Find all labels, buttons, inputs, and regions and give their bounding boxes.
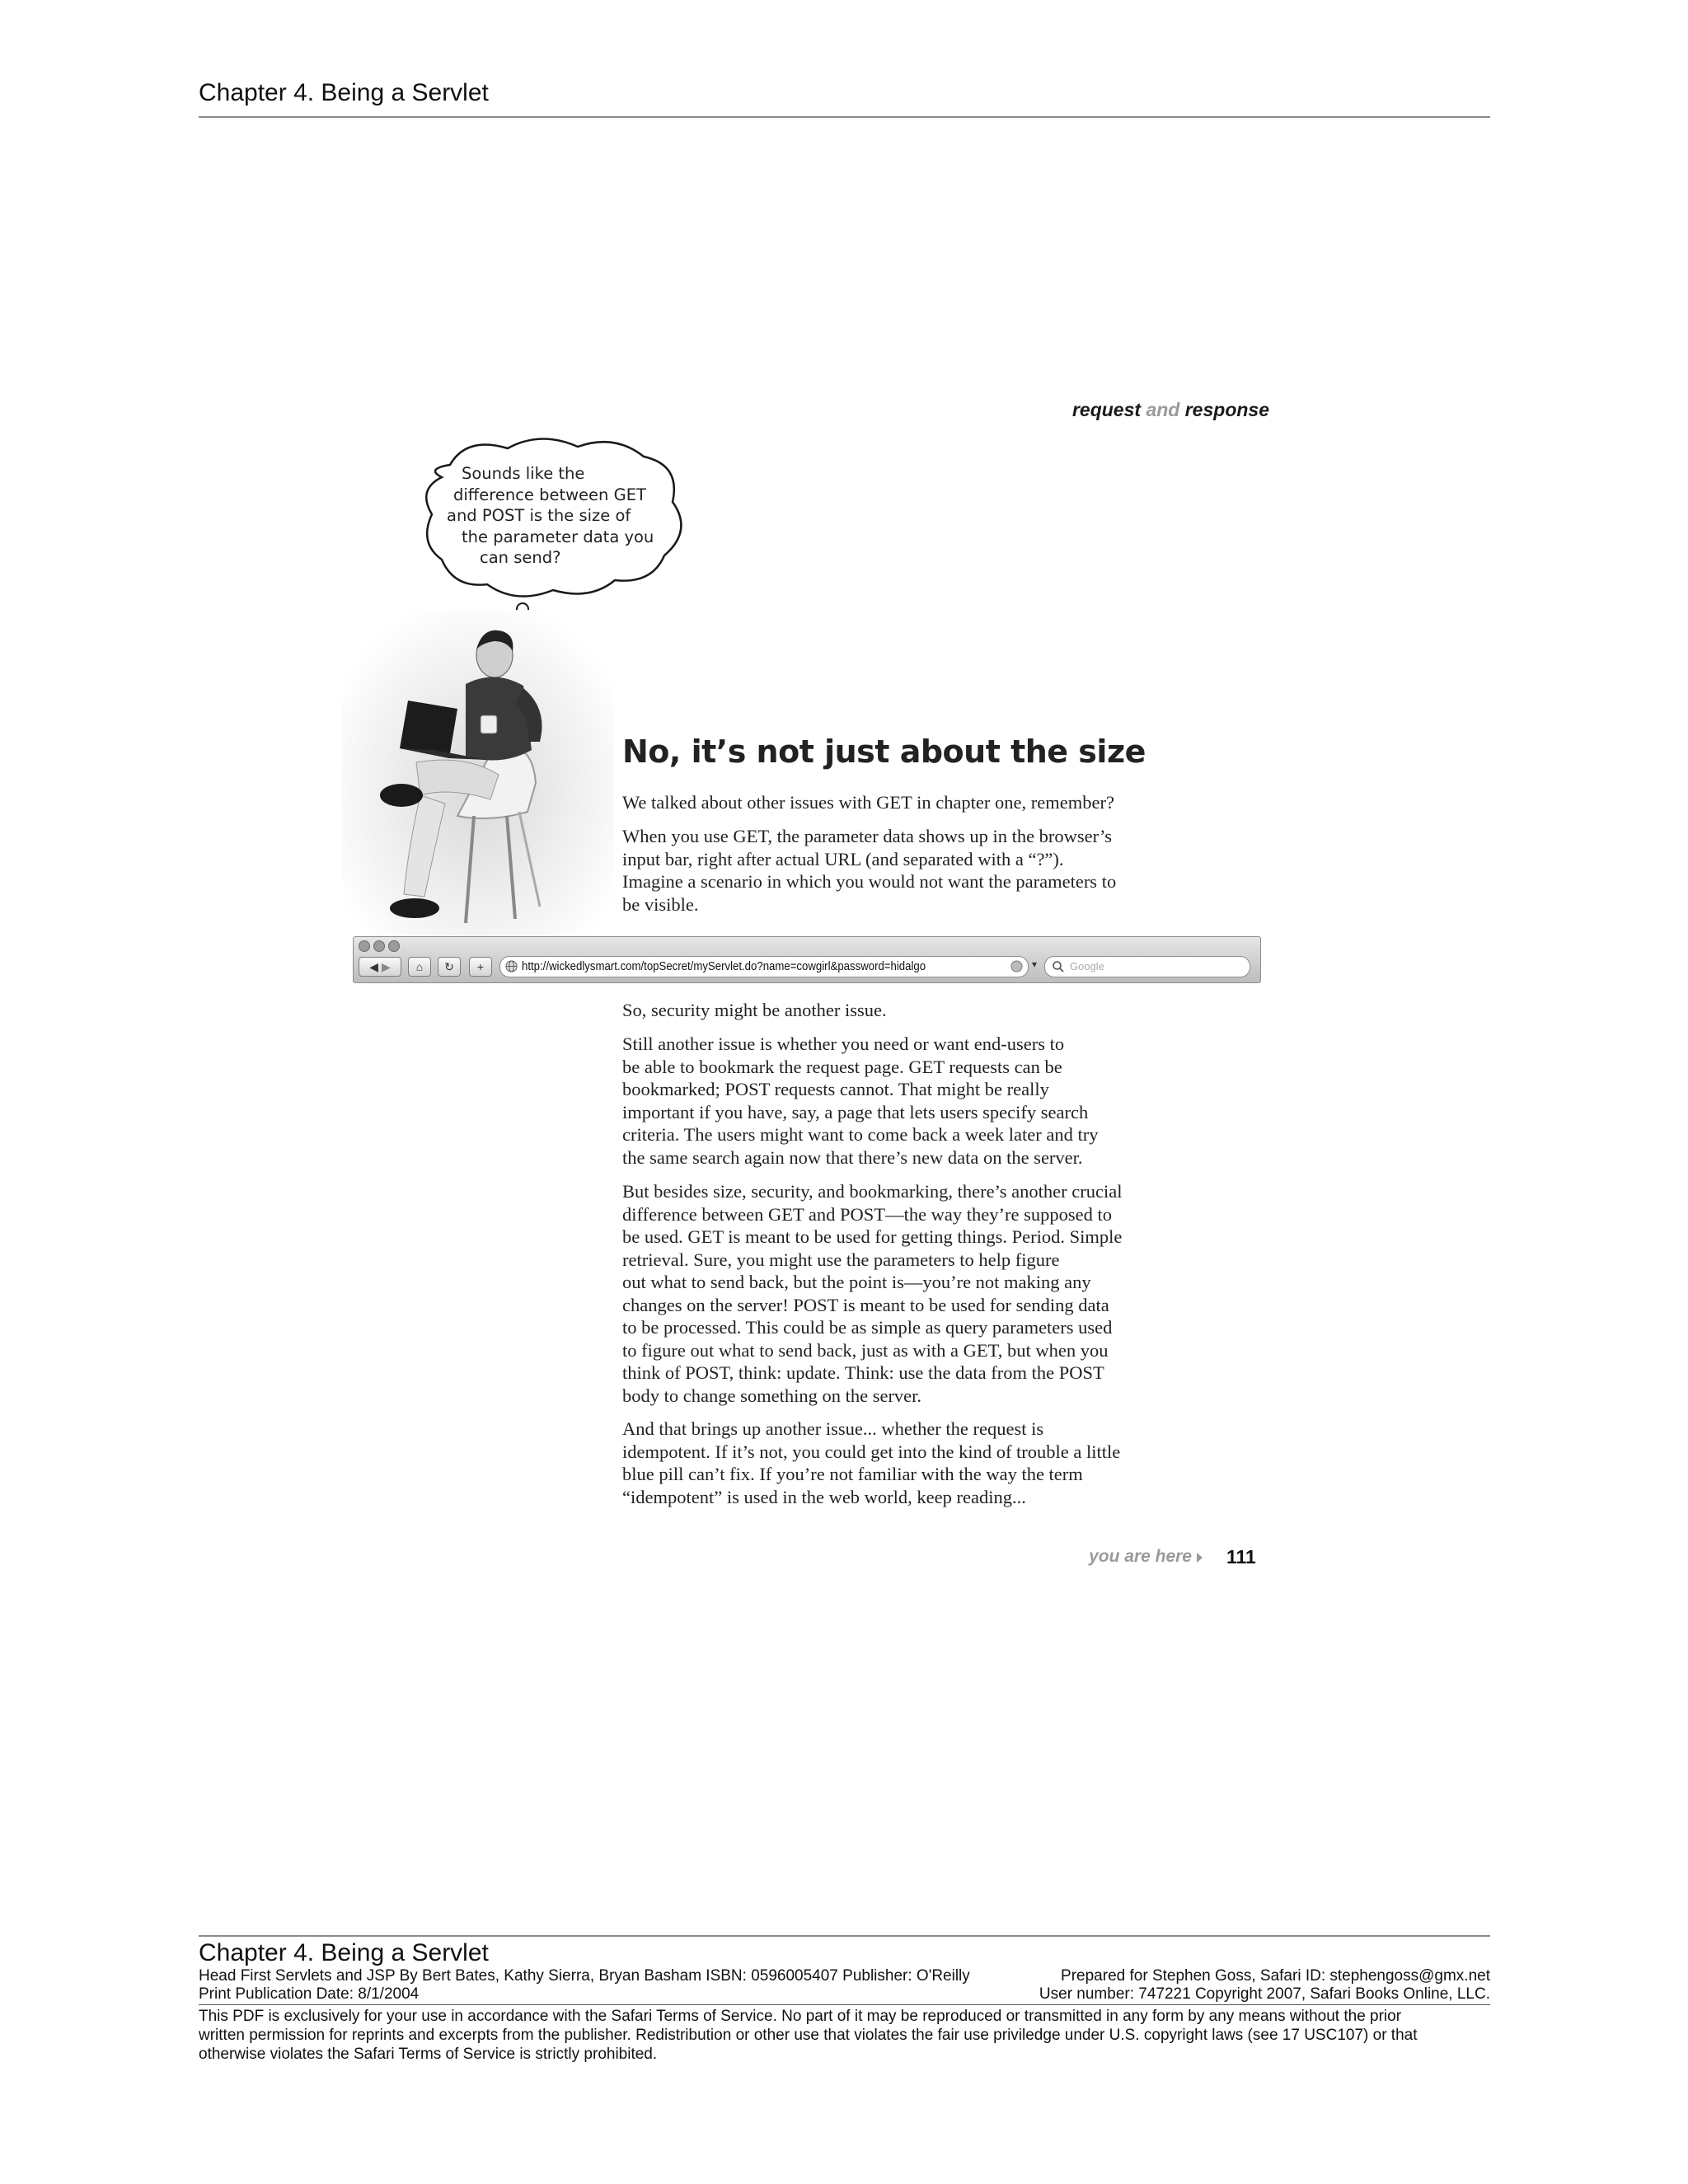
address-bar[interactable] [499,956,1029,977]
paragraph-line: be able to bookmark the request page. GET requests can be [622,1056,1062,1077]
footer-user-info: User number: 747221 Copyright 2007, Safari Books Online, LLC. [1039,1985,1490,2003]
paragraph [622,1033,1212,1169]
bubble-line: the parameter data you [462,527,654,546]
paragraph-line: criteria. The users might want to come back a week later and try [622,1124,1099,1145]
paragraph-line: out what to send back, but the point is—you’re not making any [622,1272,1091,1292]
footer-notice-line: written permission for reprints and excerpts from the publisher. Redistribution or other use that violates the fair use priviledge under U.S. copyright laws (see 17 USC107) or that [199,2027,1418,2044]
back-icon: ◀ [369,960,379,973]
paragraph-line: blue pill can’t fix. If you’re not familiar with the way the term [622,1464,1083,1484]
bubble-line: can send? [480,548,561,567]
paragraph-line: idempotent. If it’s not, you could get into the kind of trouble a little [622,1441,1121,1462]
triangle-right-icon [1197,1553,1203,1563]
running-head-and: and [1146,399,1180,420]
reload-button[interactable] [438,957,461,977]
window-close-button[interactable] [359,940,370,952]
plus-icon: + [476,960,485,973]
paragraph [622,1418,1212,1508]
paragraph-line: the same search again now that there’s new data on the server. [622,1146,1083,1168]
paragraph-line: And that brings up another issue... whether the request is [622,1418,1044,1439]
paragraph-line: retrieval. Sure, you might use the parameters to help figure [622,1249,1060,1270]
footer-pub-row [199,1985,1490,2004]
running-head-response: response [1184,399,1269,420]
paragraph-line: When you use GET, the parameter data shows up in the browser’s [622,826,1112,846]
paragraph-line: Imagine a scenario in which you would not want the parameters to [622,871,1117,892]
footer-notice-line: This PDF is exclusively for your use in accordance with the Safari Terms of Service. No part of it may be reproduced or transmitted in any form by any means without the prior [199,2008,1402,2025]
footer-notice-line: otherwise violates the Safari Terms of Service is strictly prohibited. [199,2046,658,2063]
paragraph [622,791,1212,814]
home-button[interactable] [408,957,431,977]
search-icon [1052,960,1065,973]
globe-icon [505,960,518,972]
running-head [907,399,1269,421]
bubble-line: difference between GET [453,485,646,504]
header-chapter-title: Chapter 4. Being a Servlet [199,79,489,106]
paragraph-line: Still another issue is whether you need or want end-users to [622,1033,1065,1054]
paragraph-line: to be processed. This could be as simple as query parameters used [622,1317,1113,1338]
footer-pub-date: Print Publication Date: 8/1/2004 [199,1985,420,2003]
address-bar-url: http://wickedlysmart.com/topSecret/myServlet.do?name=cowgirl&password=hidalgo [522,959,926,973]
reload-icon: ↻ [444,960,454,973]
back-forward-button[interactable] [359,957,401,977]
paragraph-line: be used. GET is meant to be used for getting things. Period. Simple [622,1226,1123,1247]
window-minimize-button[interactable] [373,940,385,952]
paragraph-line: input bar, right after actual URL (and separated with a “?”). [622,848,1064,869]
paragraph-line: But besides size, security, and bookmarking, there’s another crucial [622,1181,1123,1202]
footer-book-info-row [199,1967,1490,1985]
paragraph [622,1180,1212,1407]
paragraph-line: changes on the server! POST is meant to be used for sending data [622,1294,1109,1315]
article-heading: No, it’s not just about the size [622,733,1146,770]
person-with-laptop-illustration [342,610,614,940]
paragraph-line: “idempotent” is used in the web world, keep reading... [622,1486,1026,1507]
window-zoom-button[interactable] [388,940,400,952]
browser-toolbar [353,936,1261,983]
paragraph-line: be visible. [622,893,699,915]
paragraph-line: difference between GET and POST—the way they’re supposed to [622,1203,1112,1225]
paragraph-line: body to change something on the server. [622,1385,922,1406]
page-number: 111 [1226,1546,1256,1568]
search-input[interactable] [1044,956,1250,977]
refresh-icon[interactable] [1010,960,1023,972]
search-engine-menu-icon[interactable]: ▾ [1032,958,1038,970]
footer-prepared-for: Prepared for Stephen Goss, Safari ID: stephengoss@gmx.net [1061,1967,1490,1985]
footer-book-info: Head First Servlets and JSP By Bert Bates, Kathy Sierra, Bryan Basham ISBN: 0596005407 Publisher: O'Reilly [199,1967,970,1985]
footer-rule [199,1935,1490,1937]
paragraph [622,825,1212,916]
header-rule [199,116,1490,118]
paragraph-line: important if you have, say, a page that lets users specify search [622,1101,1089,1122]
you-are-here-label: you are here [1089,1547,1192,1566]
paragraph-line: So, security might be another issue. [622,1000,887,1020]
bubble-line: and POST is the size of [447,506,631,525]
paragraph-line: think of POST, think: update. Think: use the data from the POST [622,1362,1104,1383]
footer-chapter-title: Chapter 4. Being a Servlet [199,1939,489,1966]
home-icon: ⌂ [415,960,424,973]
paragraph [622,999,1212,1022]
footer-rule [199,2004,1490,2005]
bubble-line: Sounds like the [462,464,585,483]
paragraph-line: to figure out what to send back, just as with a GET, but when you [622,1339,1109,1361]
add-bookmark-button[interactable] [469,957,492,977]
thought-bubble-text [434,463,681,569]
running-head-request: request [1071,399,1142,420]
forward-icon: ▶ [378,960,391,973]
paragraph-line: bookmarked; POST requests cannot. That might be really [622,1079,1049,1099]
paragraph-line: We talked about other issues with GET in chapter one, remember? [622,792,1114,813]
search-placeholder: Google [1070,960,1104,972]
